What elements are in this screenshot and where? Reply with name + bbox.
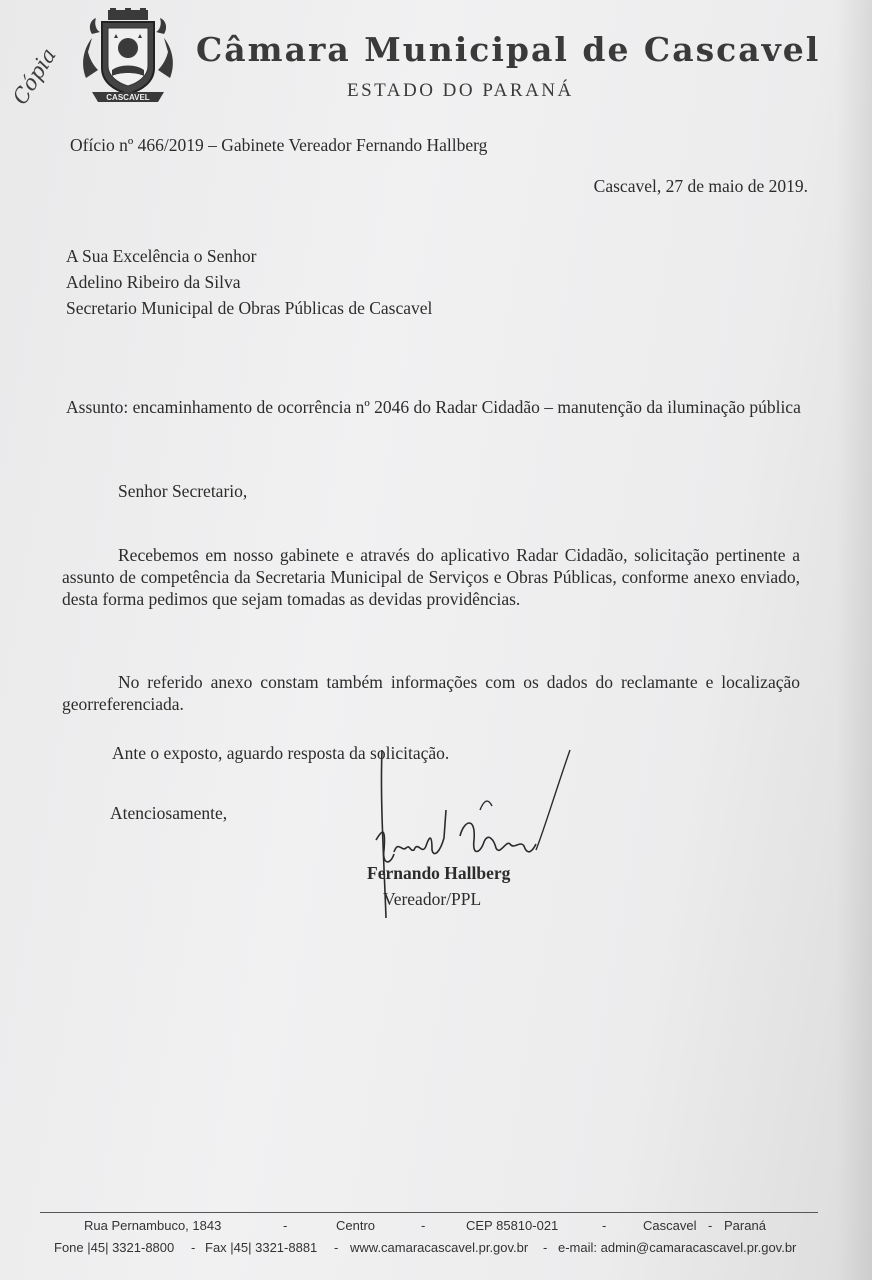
- footer-address: Rua Pernambuco, 1843: [84, 1218, 222, 1233]
- footer-separator: -: [421, 1218, 426, 1233]
- footer-separator: -: [708, 1218, 713, 1233]
- page-edge-shadow: [836, 0, 872, 1280]
- footer-separator: -: [602, 1218, 607, 1233]
- footer-separator: -: [191, 1240, 196, 1255]
- body-paragraph-1: Recebemos em nosso gabinete e através do aplicativo Radar Cidadão, solicitação pertinente a assunto de competência da Secretaria Municipal de Serviços e Obras Públicas, conforme anexo enviado, desta forma pedimos que sejam tomadas as devidas providências.: [62, 545, 800, 609]
- footer-state: Paraná: [724, 1218, 766, 1233]
- body-paragraph-2: No referido anexo constam também informações com os dados do reclamante e localização georreferenciada.: [62, 672, 800, 714]
- recipient-block: [66, 245, 432, 323]
- recipient-line: A Sua Excelência o Senhor: [66, 246, 257, 266]
- signatory-name: Fernando Hallberg: [367, 863, 511, 883]
- municipal-crest-icon: [78, 8, 178, 106]
- letter-subject: Assunto: encaminhamento de ocorrência nº 2046 do Radar Cidadão – manutenção da iluminação pública: [66, 397, 801, 417]
- header-subtitle: ESTADO DO PARANÁ: [347, 80, 574, 101]
- footer-website: www.camaracascavel.pr.gov.br: [350, 1240, 529, 1255]
- footer-district: Centro: [336, 1218, 376, 1233]
- header-title: Câmara Municipal de Cascavel: [196, 30, 821, 69]
- footer-cep: CEP 85810-021: [466, 1218, 559, 1233]
- letter-closing: Atenciosamente,: [110, 803, 228, 823]
- footer-separator: -: [543, 1240, 548, 1255]
- footer-separator: -: [334, 1240, 339, 1255]
- footer-separator: -: [283, 1218, 288, 1233]
- footer-city: Cascavel: [643, 1218, 697, 1233]
- footer-phone: Fone |45| 3321-8800: [54, 1240, 175, 1255]
- footer-fax: Fax |45| 3321-8881: [205, 1240, 318, 1255]
- footer-divider: [40, 1212, 818, 1213]
- recipient-name: Adelino Ribeiro da Silva: [66, 272, 241, 292]
- letter-salutation: Senhor Secretario,: [118, 481, 248, 501]
- letter-reference: Ofício nº 466/2019 – Gabinete Vereador Fernando Hallberg: [70, 135, 488, 155]
- recipient-title: Secretario Municipal de Obras Públicas de Cascavel: [66, 298, 433, 318]
- letter-date: Cascavel, 27 de maio de 2019.: [593, 176, 808, 196]
- crest-banner-text: CASCAVEL: [106, 93, 150, 102]
- footer-email: e-mail: admin@camaracascavel.pr.gov.br: [558, 1240, 797, 1255]
- signatory-role: Vereador/PPL: [383, 889, 482, 909]
- handwritten-note: Cópia: [8, 43, 61, 109]
- body-paragraph-3: Ante o exposto, aguardo resposta da solicitação.: [112, 743, 450, 763]
